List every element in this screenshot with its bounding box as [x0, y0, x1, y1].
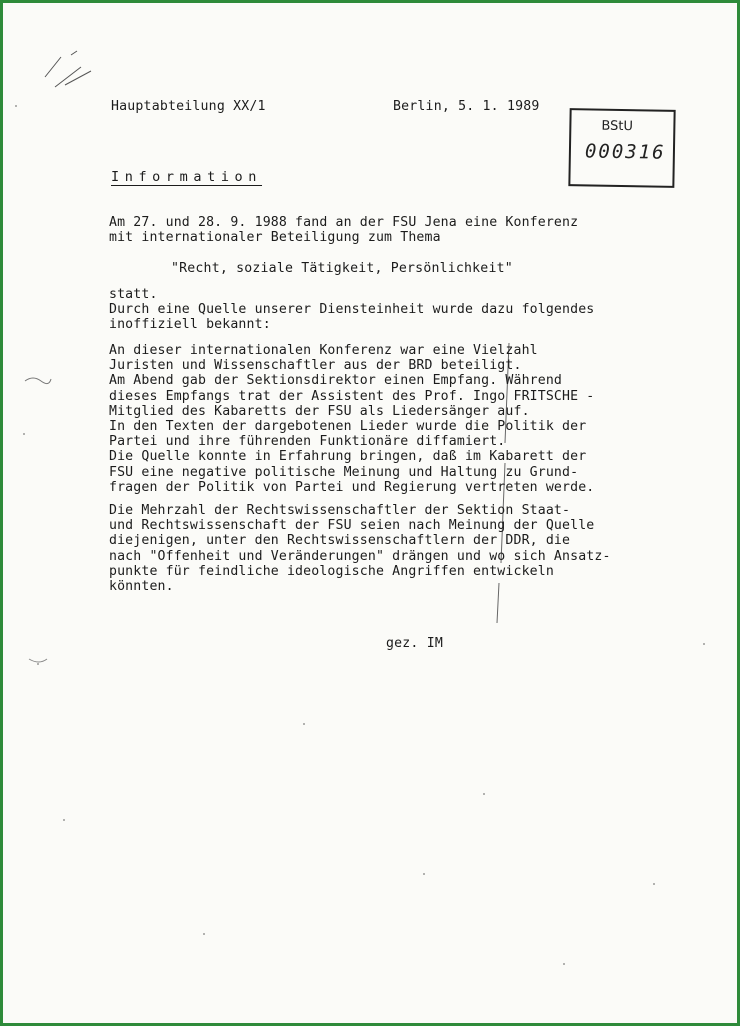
pen-scribble-mark	[27, 653, 57, 667]
stamp-number: 000316	[584, 140, 666, 164]
paper-speck	[653, 883, 655, 885]
stamp-label: BStU	[601, 118, 634, 135]
signature: gez. IM	[386, 636, 443, 651]
paragraph-source: statt. Durch eine Quelle unserer Diensteinheit wurde dazu folgendes inoffiziell bekannt:	[109, 287, 595, 333]
department-header: Hauptabteilung XX/1	[111, 99, 266, 114]
paper-speck	[203, 933, 205, 935]
paragraph-intro: Am 27. und 28. 9. 1988 fand an der FSU Jena eine Konferenz mit internationaler Beteiligung zum Thema	[109, 215, 579, 246]
paper-speck	[303, 723, 305, 725]
conference-theme-quote: "Recht, soziale Tätigkeit, Persönlichkeit"	[171, 261, 513, 276]
pen-scribble-mark	[23, 373, 53, 387]
paper-speck	[63, 819, 65, 821]
archive-stamp	[568, 108, 675, 188]
paper-speck	[23, 433, 25, 435]
document-page	[3, 3, 737, 1023]
paragraph-report: An dieser internationalen Konferenz war eine Vielzahl Juristen und Wissenschaftler aus der BRD beteiligt. Am Abend gab der Sektionsdirektor einen Empfang. Während dieses Empfangs trat der Assistent des Prof. Ingo FRITSCHE - Mitglied des Kabaretts der FSU als Liedersänger auf. In den Texten der dargebotenen Lieder wurde die Politik der Partei und ihre führenden Funktionäre diffamiert. Die Quelle konnte in Erfahrung bringen, daß im Kabarett der FSU eine negative politische Meinung und Haltung zu Grund- fragen der Politik von Partei und Regierung vertreten werde.	[109, 343, 595, 495]
place-date-header: Berlin, 5. 1. 1989	[393, 99, 540, 114]
paper-speck	[15, 105, 17, 107]
paragraph-assessment: Die Mehrzahl der Rechtswissenschaftler der Sektion Staat- und Rechtswissenschaft der FSU seien nach Meinung der Quelle diejenigen, unter den Rechtswissenschaftlern der DDR, die nach "Offenheit und Veränderungen" drängen und wo sich Ansatz- punkte für feindliche ideologische Angriffen entwickeln könnten.	[109, 503, 611, 595]
paper-speck	[423, 873, 425, 875]
paper-speck	[563, 963, 565, 965]
pen-scribble-mark	[41, 47, 111, 97]
document-title: Information	[111, 169, 263, 185]
paper-speck	[703, 643, 705, 645]
paper-speck	[483, 793, 485, 795]
